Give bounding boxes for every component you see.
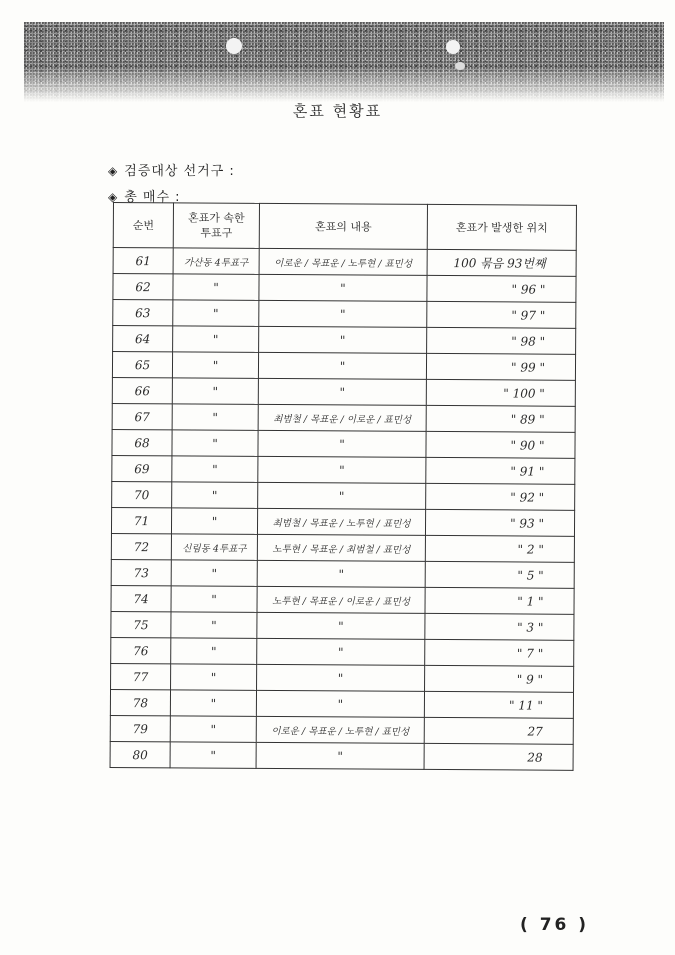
row-location-cell: " 100 ": [426, 379, 575, 406]
row-precinct-cell: ": [172, 430, 258, 457]
banner-blot: [446, 40, 460, 54]
row-number-cell: 75: [111, 611, 171, 637]
row-precinct-cell: ": [172, 404, 258, 431]
column-header-location: 혼표가 발생한 위치: [427, 204, 576, 250]
column-header-precinct: 혼표가 속한 투표구: [173, 203, 259, 249]
row-precinct-cell: ": [173, 326, 259, 353]
diamond-bullet-icon: ◈: [108, 164, 119, 178]
row-number-cell: 70: [112, 481, 172, 507]
row-content-cell: 이로운 / 목표운 / 노투현 / 표민성: [256, 716, 424, 743]
table-row: [113, 248, 576, 277]
row-content-cell: ": [258, 430, 426, 457]
table-row: [112, 429, 575, 458]
diamond-bullet-icon: ◈: [108, 190, 119, 204]
table-row: [111, 637, 574, 666]
table-row: [111, 611, 574, 640]
row-precinct-cell: 가산동 4투표구: [173, 248, 259, 275]
table-row: [111, 585, 574, 614]
row-number-cell: 78: [110, 689, 170, 715]
row-content-cell: 최범철 / 목표운 / 이로운 / 표민성: [258, 404, 426, 431]
row-number-cell: 64: [113, 326, 173, 352]
column-header-content: 혼표의 내용: [259, 203, 427, 249]
row-location-cell: " 98 ": [427, 327, 576, 354]
row-number-cell: 74: [111, 585, 171, 611]
row-content-cell: ": [257, 664, 425, 691]
row-content-cell: ": [257, 638, 425, 665]
row-precinct-cell: ": [173, 300, 259, 327]
table-row: [110, 689, 573, 718]
row-location-cell: " 90 ": [426, 431, 575, 458]
row-number-cell: 77: [111, 663, 171, 689]
row-content-cell: 이로운 / 목표운 / 노투현 / 표민성: [259, 248, 427, 275]
row-content-cell: ": [259, 274, 427, 301]
row-content-cell: ": [258, 378, 426, 405]
table-row: [111, 507, 574, 536]
row-precinct-cell: ": [171, 638, 257, 665]
row-number-cell: 79: [110, 715, 170, 741]
table-row: [113, 326, 576, 355]
table-row: [110, 741, 573, 770]
row-precinct-cell: ": [171, 560, 257, 587]
row-location-cell: " 99 ": [426, 353, 575, 380]
row-precinct-cell: ": [171, 586, 257, 613]
table-row: [111, 533, 574, 562]
table-row: [112, 352, 575, 381]
row-number-cell: 80: [110, 741, 170, 767]
row-content-cell: ": [256, 742, 424, 769]
row-content-cell: ": [258, 456, 426, 483]
table-row: [113, 274, 576, 303]
row-number-cell: 73: [111, 559, 171, 585]
table-row: [112, 481, 575, 510]
row-precinct-cell: ": [170, 690, 256, 717]
row-location-cell: 27: [424, 717, 573, 744]
row-precinct-cell: ": [171, 508, 257, 535]
table-row: [112, 403, 575, 432]
row-location-cell: 100 묶음 93번째: [427, 249, 576, 276]
row-location-cell: " 1 ": [425, 587, 574, 614]
mixed-ballot-table: [110, 202, 577, 771]
table-header-row: [113, 203, 576, 251]
row-number-cell: 67: [112, 403, 172, 429]
banner-blot: [455, 62, 465, 70]
row-precinct-cell: ": [172, 378, 258, 405]
row-precinct-cell: ": [172, 352, 258, 379]
row-number-cell: 63: [113, 300, 173, 326]
page-title: 혼표 현황표: [292, 102, 383, 120]
column-header-no: 순번: [113, 203, 173, 248]
row-precinct-cell: ": [170, 716, 256, 743]
district-label: ◈ 검증대상 선거구 :: [108, 164, 235, 179]
row-precinct-cell: ": [173, 274, 259, 301]
row-location-cell: " 93 ": [425, 509, 574, 536]
row-content-cell: 노투현 / 목표운 / 최범철 / 표민성: [257, 534, 425, 561]
row-content-cell: ": [257, 612, 425, 639]
row-precinct-cell: ": [172, 456, 258, 483]
header-banner: [24, 22, 664, 102]
row-content-cell: ": [256, 690, 424, 717]
row-precinct-cell: ": [171, 664, 257, 691]
row-number-cell: 68: [112, 429, 172, 455]
row-location-cell: " 96 ": [427, 275, 576, 302]
row-precinct-cell: ": [171, 612, 257, 639]
table-row: [110, 715, 573, 744]
row-number-cell: 76: [111, 637, 171, 663]
row-content-cell: ": [257, 560, 425, 587]
table-row: [113, 300, 576, 329]
row-number-cell: 66: [112, 377, 172, 403]
row-location-cell: " 91 ": [426, 457, 575, 484]
row-location-cell: " 7 ": [425, 639, 574, 666]
row-precinct-cell: ": [170, 742, 256, 769]
row-location-cell: " 97 ": [427, 301, 576, 328]
row-precinct-cell: ": [172, 482, 258, 509]
row-number-cell: 69: [112, 455, 172, 481]
table-row: [112, 455, 575, 484]
row-precinct-cell: 신림동 4투표구: [171, 534, 257, 561]
page-number: ( 76 ): [520, 915, 590, 935]
row-location-cell: " 5 ": [425, 561, 574, 588]
row-content-cell: 최범철 / 목표운 / 노투현 / 표민성: [257, 508, 425, 535]
row-location-cell: " 3 ": [425, 613, 574, 640]
row-location-cell: " 92 ": [426, 483, 575, 510]
row-content-cell: ": [258, 482, 426, 509]
row-content-cell: 노투현 / 목표운 / 이로운 / 표민성: [257, 586, 425, 613]
row-number-cell: 72: [111, 533, 171, 559]
table-row: [112, 377, 575, 406]
row-location-cell: " 11 ": [424, 691, 573, 718]
row-location-cell: " 89 ": [426, 405, 575, 432]
row-number-cell: 71: [111, 507, 171, 533]
row-location-cell: " 9 ": [425, 665, 574, 692]
row-content-cell: ": [259, 300, 427, 327]
row-content-cell: ": [258, 352, 426, 379]
row-number-cell: 62: [113, 274, 173, 300]
table-row: [111, 663, 574, 692]
banner-blot: [226, 38, 242, 54]
row-location-cell: " 2 ": [425, 535, 574, 562]
row-location-cell: 28: [424, 743, 573, 770]
count-label: ◈ 총 매수 :: [108, 190, 181, 205]
row-number-cell: 65: [112, 352, 172, 378]
row-content-cell: ": [259, 326, 427, 353]
row-number-cell: 61: [113, 248, 173, 274]
table-row: [111, 559, 574, 588]
